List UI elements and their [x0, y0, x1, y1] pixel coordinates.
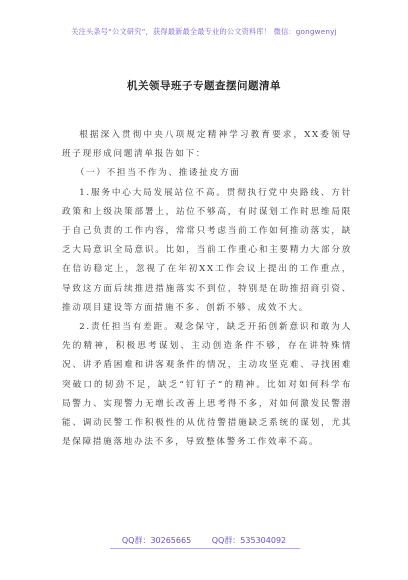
document-title: 机关领导班子专题查摆问题清单 — [127, 80, 281, 92]
section-heading: （一）不担当不作为、推诿扯皮方面 — [75, 168, 241, 179]
document-body — [62, 126, 352, 452]
header-promo-note: 关注头条号“公文研究”，获得最新最全最专业的公文资料库！ 微信：gongwenyj — [71, 27, 337, 36]
footer-qq-group-1: QQ群：30265665 — [121, 536, 192, 545]
intro-paragraph: 根据深入贯彻中央八项规定精神学习教育要求，XX委领导班子现形成问题清单报告如下： — [62, 130, 352, 160]
footer-qq-groups — [0, 535, 408, 546]
footer-underline — [110, 548, 300, 549]
body-paragraph-2: 2.责任担当有差距。观念保守，缺乏开拓创新意识和敢为人先的精神，积极思考谋划、主动创造条件不够，存在讲特殊情况、讲矛盾困难和讲客观条件的情况，主动攻坚克难、寻找困难突破口的韧劲不足，缺乏“钉钉子”的精神。比如对如何科学布局警力、实现警力无增长改善上思考得不多，对如何激发民警潜能、调动民警工作积极性的从优待警措施缺乏系统的谋划，尤其是保障措施落地办法不多，导致整体警务工作效率不高。 — [62, 322, 352, 448]
footer-qq-group-2: QQ群：535304092 — [211, 536, 287, 545]
body-paragraph-1: 1.服务中心大局发展站位不高。贯彻执行党中央路线、方针政策和上级决策部署上，站位不够高，有时谋划工作时思维局限于自己负责的工作内容，常常只考虑当前工作如何推动落实，缺乏大局意识全局意识。比如，当前工作重心和主要精力大部分放在信访稳定上，忽视了在年初XX工作会议上提出的工作重点，导致这方面后续推进措施落实不到位，特别是在助推招商引资、推动项目建设等方面措施不多、创新不够、成效不大。 — [62, 187, 352, 313]
